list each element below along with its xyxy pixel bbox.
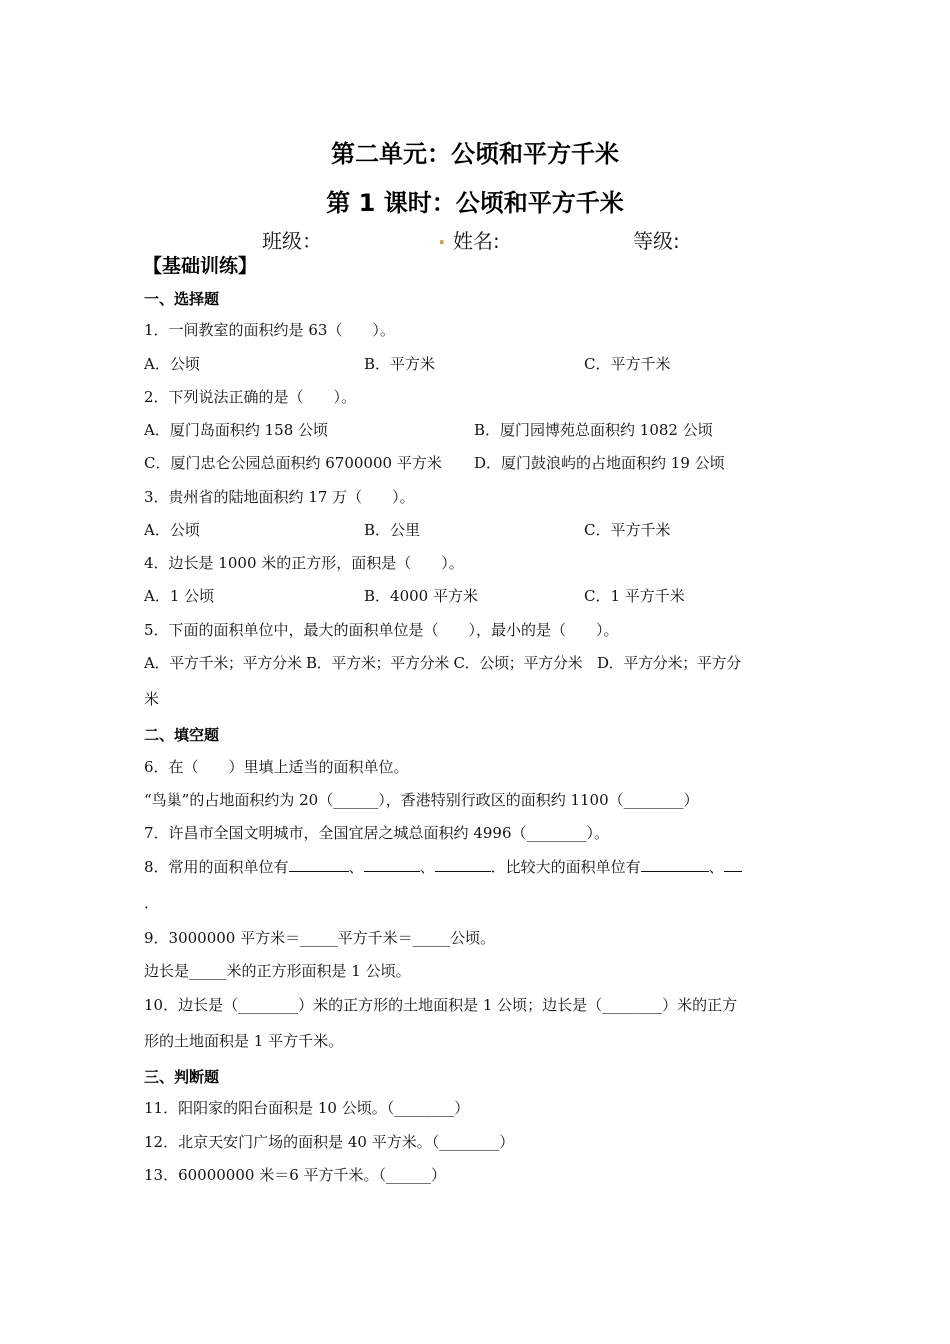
q8-blank-3[interactable]: [435, 857, 491, 872]
q8-sep-1: 、: [348, 858, 364, 876]
name-label: 姓名:: [453, 229, 500, 253]
section-fill: 二、填空题: [144, 726, 220, 744]
basic-training-heading: 【基础训练】: [143, 255, 258, 277]
q3-option-c: C．平方千米: [584, 521, 671, 539]
decorative-dot: .: [438, 225, 446, 249]
q2-option-c: C．厦门忠仑公园总面积约 6700000 平方米: [144, 454, 442, 472]
q2-option-a: A．厦门岛面积约 158 公顷: [144, 421, 328, 439]
q3-option-a: A．公顷: [144, 521, 200, 539]
q6-stem: 6．在（ ）里填上适当的面积单位。: [144, 758, 409, 776]
q8-end: ．: [144, 894, 160, 912]
q8: [144, 857, 742, 877]
q8-mid: ．比较大的面积单位有: [490, 858, 641, 876]
q10-line2: 形的土地面积是 1 平方千米。: [144, 1032, 344, 1050]
class-label: 班级：: [262, 229, 322, 253]
q1-option-c: C．平方千米: [584, 355, 671, 373]
q8-blank-2[interactable]: [364, 857, 420, 872]
q3-option-b: B．公里: [364, 521, 421, 539]
q13: 13．60000000 米＝6 平方千米。（______）: [144, 1166, 447, 1184]
grade-label: 等级:: [633, 229, 680, 253]
q5-options-wrap: 米: [144, 690, 160, 708]
section-choice: 一、选择题: [144, 290, 220, 308]
q2-option-d: D．厦门鼓浪屿的占地面积约 19 公顷: [474, 454, 725, 472]
unit-title: 第二单元：公顷和平方千米: [331, 140, 619, 168]
q8-prefix: 8．常用的面积单位有: [144, 858, 289, 876]
q1-stem: 1．一间教室的面积约是 63（ ）。: [144, 321, 395, 339]
q8-sep-3: 、: [708, 858, 724, 876]
q6-line: “鸟巢”的占地面积约为 20（______），香港特别行政区的面积约 1100（________）: [144, 791, 699, 809]
q9-line1: 9．3000000 平方米＝_____平方千米＝_____公顷。: [144, 929, 496, 947]
q4-option-b: B．4000 平方米: [364, 587, 478, 605]
q8-sep-2: 、: [419, 858, 435, 876]
q5-options: A．平方千米；平方分米 B．平方米；平方分米 C．公顷；平方分米 D．平方分米；平方分: [144, 654, 741, 672]
q8-blank-4[interactable]: [641, 857, 709, 872]
q10-line1: 10．边长是（________）米的正方形的土地面积是 1 公顷；边长是（________）米的正方: [144, 996, 738, 1014]
q1-option-a: A．公顷: [144, 355, 200, 373]
section-judge: 三、判断题: [144, 1068, 220, 1086]
q7: 7．许昌市全国文明城市，全国宜居之城总面积约 4996（________）。: [144, 824, 609, 842]
q11: 11．阳阳家的阳台面积是 10 公顷。（________）: [144, 1099, 470, 1117]
q2-option-b: B．厦门园博苑总面积约 1082 公顷: [474, 421, 713, 439]
q2-stem: 2．下列说法正确的是（ ）。: [144, 388, 357, 406]
q5-stem: 5．下面的面积单位中，最大的面积单位是（ ），最小的是（ ）。: [144, 621, 619, 639]
q8-blank-5[interactable]: [724, 857, 742, 872]
q4-option-a: A．1 公顷: [144, 587, 215, 605]
q4-option-c: C．1 平方千米: [584, 587, 685, 605]
lesson-title: 第 1 课时：公顷和平方千米: [326, 189, 624, 217]
q4-stem: 4．边长是 1000 米的正方形，面积是（ ）。: [144, 554, 464, 572]
q9-line2: 边长是_____米的正方形面积是 1 公顷。: [144, 962, 411, 980]
q12: 12．北京天安门广场的面积是 40 平方米。（________）: [144, 1133, 515, 1151]
q1-option-b: B．平方米: [364, 355, 436, 373]
q8-blank-1[interactable]: [289, 857, 349, 872]
q3-stem: 3．贵州省的陆地面积约 17 万（ ）。: [144, 488, 415, 506]
